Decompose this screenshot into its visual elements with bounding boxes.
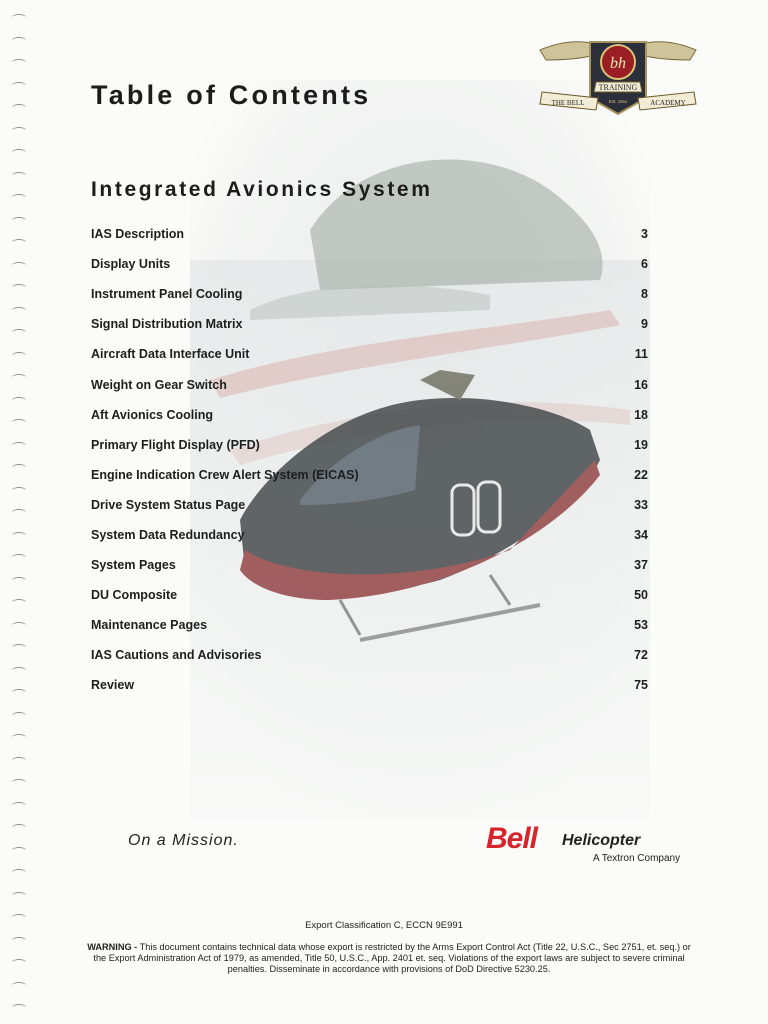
section-title: Integrated Avionics System [91, 178, 433, 201]
toc-entry[interactable] [91, 339, 648, 369]
toc-entry-page: 6 [641, 257, 648, 272]
toc-entry[interactable] [91, 249, 648, 279]
toc-entry-label: Aft Avionics Cooling [91, 407, 213, 422]
toc-entry[interactable] [91, 490, 648, 520]
binding-ring [12, 82, 26, 89]
binding-ring [12, 959, 26, 966]
binding-ring [12, 599, 26, 606]
binding-ring [12, 59, 26, 66]
toc-entry-page: 34 [634, 527, 648, 542]
binding-ring [12, 194, 26, 201]
badge-ribbon-top: TRAINING [598, 83, 638, 92]
binding-ring [12, 284, 26, 291]
badge-est: Est. 19xx [608, 99, 628, 104]
tagline: On a Mission. [128, 832, 239, 849]
toc-entry-label: Review [91, 678, 135, 693]
binding-ring [12, 554, 26, 561]
toc-entry-page: 37 [634, 558, 648, 573]
binding-ring [12, 757, 26, 764]
toc-entry-page: 9 [641, 317, 648, 332]
badge-ribbon-right: ACADEMY [650, 99, 686, 107]
binding-ring [12, 397, 26, 404]
binding-ring [12, 172, 26, 179]
toc-entry-label: Weight on Gear Switch [91, 377, 227, 392]
binding-ring [12, 262, 26, 269]
toc-entry[interactable] [91, 580, 648, 610]
toc-entry[interactable] [91, 520, 648, 550]
toc-entry-page: 50 [634, 588, 648, 603]
toc-entry-page: 53 [634, 618, 648, 633]
binding-ring [12, 622, 26, 629]
binding-ring [12, 374, 26, 381]
toc-entry-label: Drive System Status Page [91, 497, 246, 512]
toc-entry-label: System Pages [91, 558, 176, 573]
binding-ring [12, 329, 26, 336]
toc-entry-page: 11 [634, 347, 648, 362]
toc-entry-page: 33 [634, 497, 648, 512]
toc-entry[interactable] [91, 460, 648, 490]
binding-ring [12, 734, 26, 741]
toc-entry-label: System Data Redundancy [91, 527, 245, 542]
binding-ring [12, 1004, 26, 1011]
bell-helicopter-logo [486, 822, 706, 872]
brand-subtitle: A Textron Company [593, 853, 681, 864]
binding-ring [12, 982, 26, 989]
export-warning [86, 942, 692, 975]
toc-entry[interactable] [91, 550, 648, 580]
binding-ring [12, 239, 26, 246]
spiral-binding [8, 14, 32, 1014]
binding-ring [12, 442, 26, 449]
toc-entry-page: 72 [634, 648, 648, 663]
page-title: Table of Contents [91, 80, 372, 110]
binding-ring [12, 644, 26, 651]
toc-entry[interactable] [91, 279, 648, 309]
toc-entry-label: DU Composite [91, 588, 178, 603]
binding-ring [12, 689, 26, 696]
toc-entry-page: 3 [641, 227, 648, 242]
toc-entry[interactable] [91, 369, 648, 399]
binding-ring [12, 847, 26, 854]
toc-entry-page: 8 [641, 287, 648, 302]
binding-ring [12, 487, 26, 494]
toc-entry-label: Aircraft Data Interface Unit [91, 347, 250, 362]
binding-ring [12, 307, 26, 314]
binding-ring [12, 127, 26, 134]
brand-wordmark: Bell [486, 822, 538, 855]
toc-entry[interactable] [91, 309, 648, 339]
toc-entry-label: IAS Description [91, 227, 185, 242]
toc-entry[interactable] [91, 640, 648, 670]
binding-ring [12, 532, 26, 539]
binding-ring [12, 667, 26, 674]
binding-ring [12, 104, 26, 111]
binding-ring [12, 352, 26, 359]
binding-ring [12, 892, 26, 899]
toc-entry-label: Instrument Panel Cooling [91, 287, 243, 302]
toc-list [91, 219, 648, 701]
binding-ring [12, 802, 26, 809]
export-classification: Export Classification C, ECCN 9E991 [305, 920, 463, 931]
binding-ring [12, 712, 26, 719]
badge-initials: bh [610, 55, 626, 72]
warning-text: This document contains technical data whose export is restricted by the Arms Export Control Act (Title 22, U.S.C., Sec 2751, et. seq.) or the Export Administration Act of 1979, as amended, Title 50, U.S.C., App. 2401 et. seq. Violations of the export laws are subject to severe criminal penalties. Disseminate in accordance with provisions of DoD Directive 5230.25. [93, 942, 691, 974]
toc-entry-label: Primary Flight Display (PFD) [91, 437, 260, 452]
toc-entry-label: Display Units [91, 257, 171, 272]
binding-ring [12, 14, 26, 21]
toc-entry-page: 19 [634, 437, 648, 452]
toc-entry-label: IAS Cautions and Advisories [91, 648, 262, 663]
binding-ring [12, 37, 26, 44]
binding-ring [12, 869, 26, 876]
toc-entry[interactable] [91, 610, 648, 640]
toc-entry[interactable] [91, 400, 648, 430]
brand-product: Helicopter [562, 832, 641, 849]
warning-label: WARNING - [87, 942, 138, 952]
toc-entry-page: 16 [634, 377, 648, 392]
binding-ring [12, 577, 26, 584]
binding-ring [12, 464, 26, 471]
binding-ring [12, 779, 26, 786]
binding-ring [12, 149, 26, 156]
bell-training-academy-badge [538, 28, 698, 124]
binding-ring [12, 937, 26, 944]
toc-entry-label: Maintenance Pages [91, 618, 208, 633]
toc-entry-page: 22 [634, 467, 648, 482]
badge-ribbon-left: THE BELL [551, 99, 585, 107]
binding-ring [12, 824, 26, 831]
binding-ring [12, 217, 26, 224]
binding-ring [12, 419, 26, 426]
toc-entry-label: Signal Distribution Matrix [91, 317, 243, 332]
toc-entry-page: 18 [634, 407, 648, 422]
binding-ring [12, 509, 26, 516]
toc-entry-page: 75 [634, 678, 648, 693]
toc-entry-label: Engine Indication Crew Alert System (EICAS) [91, 467, 359, 482]
toc-entry[interactable] [91, 430, 648, 460]
toc-entry[interactable] [91, 670, 648, 700]
toc-entry[interactable] [91, 219, 648, 249]
